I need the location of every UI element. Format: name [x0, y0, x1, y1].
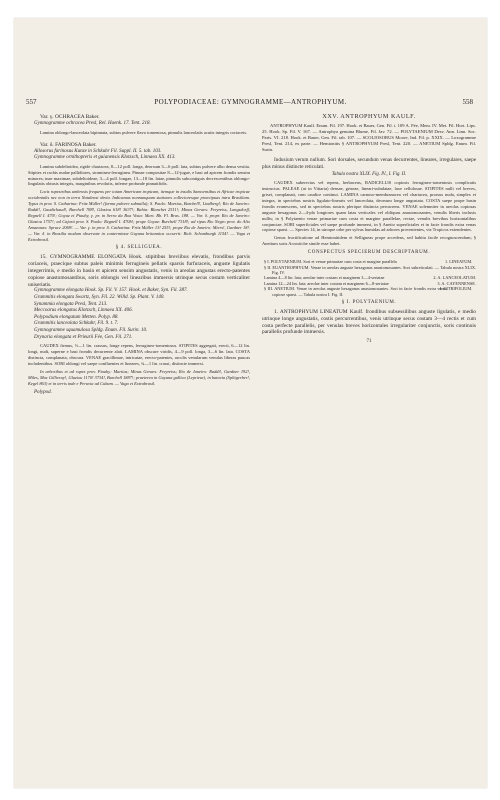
locality-paragraph: Locis rupestribus umbrosis frequens per totam Americam tropicam, itemque in insulis Samoensibus et Africae tropicae occidentalis nec non in terra Natalensi obvia. Indicamus nonnunquam stationes collectoresque praecipuas intra Brasiliam. Typus in prov. S. Catharina: Fritz Müller! (forma pulvere subnulla); S. Paulo: Martius, Burchell!, Lindberg!; Rio de Janeiro: Raddi!, Gaudichaud!, Burchell 788!, Glaziou 618! 3637!; Bahia: Blanchet 2511!; Minas Geraes: Freyreiss, Langsdorff, Regnell I. 470!; Goyaz et Piauhy, γ. pr. in Serra da Boa Vista: Mart. Bb. Fl. Bras. 188. — Var. δ. propr. Rio de Janeiro: Glaziou 1757!; ad Cajurú prov. S. Paulo: Regnell I. 470b!; prope Goyaz: Burchell 7318!; ad ripas Rio Negro prov. do Alto Amazonas: Spruce 2069!. — Var. γ. in prov. S. Catharina: Fritz Müller 13! 255!; prope Rio de Janeiro: Miers!, Gardner 18!. — Var. δ. in Brasilia modum observate in conterminae Guyana britannica occurrit: Rich. Schomburgk 1154!. — Vaga et Extrabrasil. — [28, 189, 250, 242]
genus-diagnosis: Indusium verum nullum. Sori dorsales, secundum venas decurrentes, lineares, irregulares, saepe plus minus distincte reticulati. — [262, 157, 476, 170]
synonym: Grammitis elongata Swartz, Syn. Fil. 22. Willd. Sp. Plant. V. 140. — [34, 295, 165, 301]
page-number-right: 558 — [462, 98, 473, 106]
genus-note: Genus fructificatione ad Hemionitidem et Selligueas prope accedens, sed habitu facile recognoscendum; § Anetium soris Acrostiche simile esse habet. — [262, 235, 476, 247]
synonym: Allosorus farinosus Kunze in Schkuhr Fil. Suppl. II. 5. tab. 103. — [34, 148, 162, 154]
variety-description: Lamina oblongo-lanceolata bipinnata, subtus pulvere flavo tomentosa, pinnulis lanceolatis acutis integris coriaceis. — [40, 129, 248, 135]
key-entry: 3. A. CAYENNENSE. Lamina 12—24 lin. lata; areolae inter costam et marginem 6—8-seriatae — [264, 280, 476, 286]
conspectus-heading: CONSPECTUS SPECIERUM DESCRIPTARUM. — [307, 250, 431, 256]
page-footer-label: Polypod. — [34, 389, 52, 395]
genus-heading: XXV. ANTROPHYUM KAULF. — [322, 113, 416, 120]
left-column — [28, 114, 250, 396]
key-entry: § II. EUANTROPHYUM. Venae in areolas anguste hexagonas anastomosantes. Sori subreticulati. — Tabula nostra XLIX. Fig. IV. — [264, 264, 476, 275]
key-entry: 2. A. LANCEOLATUM. Lamina 4—8 lin. lata; areolae inter costam et marginem 3—4-seriatae — [264, 275, 476, 281]
plate-reference: Tabula nostra XLIX. Fig. IV., I. Fig. II. — [331, 172, 407, 178]
species-diagnosis: 1. ANTROPHYUM LINEATUM Kaulf. frondibus subsessilibus anguste ligulatis, e medio utrinque longe angustatis, costis percurrentibus, venis utrinque secus costam 3—4 rectis et cum costa perfecte parallelis, per venulas breves horizontales irregulariter conjunctis, soris continuis parallelis profunde immersis. — [262, 309, 476, 336]
synonym: Grammitis lanceolata Schkuhr, Fil. 9. t. 7. — [34, 321, 119, 327]
variety-heading: Var. γ. OCHRACEA Baker. — [40, 114, 100, 120]
key-entry: 4. CITRIFOLIUM. § III. ANETIUM. Venae in areolas anguste hexagonas anastomosantes. Sori in facie frondis extra venas copiose sparsi. — Tabula nostra I. Fig. II. — [264, 286, 473, 297]
signature-number: 71 — [366, 339, 372, 345]
locality-paragraph: In arboribus et ad rupes prov. Piauhy: Martius; Minas Geraes: Freyreiss; Rio de Janeiro: Raddi!, Gardner 192!, Miles, Mac Gillivray!, Glaziou 1170! 3734!, Burchell 1887!; praeterea in Guyana gallica (Leprieur), in batavia (Splitgerber!, Kegel 863) et in terris inde e Peruvia ad Cubam. — Vaga et Extrabrasil. — [28, 368, 250, 386]
section-heading: § I. POLYTAENIUM. — [341, 300, 397, 305]
variety-heading: Var. δ. FARINOSA Baker. — [40, 141, 97, 148]
variety-description: Lamina subdeltoidea, rigide chartacea, 8—12 poll. longa, deorsum 3—6 poll. lata, subtus pulvere albo densa vestita. Stipites et rachis nudae pallidiores, straminea-ferruginea. Pinnae compositae 8—12-jugae, e basi ad apicem frondis sensim minores; inae maximae, subdeltoideae, 3—4 poll. longae, 13—18 lin. latae, pinnulis subcontiguis decrescentibus oblongo-lingulatis obtusis integris, marginibus revolutis, inferne profunde pinnatifidis. — [28, 163, 250, 187]
scanned-page — [14, 18, 487, 788]
species-diagnosis: 15. GYMNOGRAMME ELONGATA Hook. stipitibus breviibus elevatis, frondibus parvis coriaceis, praecique subtus paleis minimis ferrugineis pellatis sparsis furfuraceis, anguste ligulatis integerrimis, e medio in basin et apicem sensim angustatis, venis in areolas angustas erecto-patentes copiose anastomosantibus, soris oblongis vel linearibus immersis utrinque secus costam verticaliter uniseriatis. — [28, 254, 250, 288]
right-column — [262, 114, 476, 345]
synonym: Gymnogramme ochracea Presl, Rel. Haenk. 17. Tent. 218. — [34, 121, 151, 126]
running-title: POLYPODIACEAE: GYMNOGRAMME—ANTROPHYUM. — [154, 98, 347, 106]
synonym: Meccoarus elongatus Klotzsch, Linnaea XX. 406. — [34, 308, 133, 314]
synonym: Polypodium elongatum Metten. Polyp. 88. — [34, 314, 119, 320]
genus-literature: ANTROPHYUM Kaulf. Enum. Fil. 197. Hook. et Bauer, Gen. Fil. t. 109 A. Fée, Mem. IV. Met. Fil. Hort. Lips. 25. Hook. Sp. Fil. V. 167. — Antrophya genuina Blume, Fil. Jav. 72. — POLYTAENIUM Desv. Ann. Linn. Soc. Paris. VI. 218. Hook. et Bauer, Gen. Fil. tab. 107. — SCOLIOSORUS Moore, Ind. Fil. p. XXIX. — Loxogramme Presl, Tent. 214, ex parte. — Hemionitis § ANTROPHYUM Presl, Tent. 220. — ANETIUM Spldg. Enum. Fil. Surin. — [262, 123, 476, 152]
synonym: Gymnogramme squamulosa Spldg. Enum. Fil. Surin. 10. — [34, 328, 148, 334]
synonym: Drynaria elongata et Prieurii Fée, Gen. Fil. 271. — [34, 334, 133, 340]
genus-description: CAUDEX suberectus vel repens, herbaceus, RADICELLIS copiosis ferrugineo-tomentosis complicatis instructus. PALEAE (ut in Vittaria) densae, griseae, lineari-subulatae, laxe cellulosae. STIPITES nulli vel breves, grisei, complanati, cum caudice continui. LAMINA carnoso-membranacea vel chartacea, prorsus nuda, simplex et integra, in speciebus nostris ligulato-linearis vel lanceolata, deorsum longe angustata. COSTA saepe prope basin frondis evanescens, sed in speciebus nostris plerique distincta percurrens. VENAE solemniter in areolas copiosas anguste hexagonas 2—4-plo longiores quam latas verticales vel obliquas anastomosantes, venulis liberis inclusis nullis; in § Polytaenio venae primariae cum costa et margine parallelae, rectae, venulis brevibus horizontalibus conjunctae. SORI superficiales vel saepe profunde immersi, in § Anetio superficiales et in facie frondis extra venas copiose sparsi. — Species 14, in utroque orbe per sylvas humidas ad arbores provenientes, viz Tropicos extendentes. — [262, 180, 476, 233]
page-number-left: 557 — [26, 98, 37, 106]
section-heading: § 4. SELLIGUEA. — [115, 245, 163, 251]
synonym: Gymnogramme ornithopteris et guianensis Klotzsch, Linnaea XX. 413. — [34, 155, 176, 161]
species-description: CAUDEX firmus, ⅓—1 lin. crassus, longe repens, ferrugineo-tomentosus. STIPITES aggregati, erecti, 6—12 lin. longi, nudi, superne e basi frondis decurrente alati. LAMINA obscure viridis, 4—9 poll. longa, 3—6 lin. lata. COSTA distincta, complanata, obscura. VENAE gracillimae, intricatae, erecto-patentes, arcolis venularum venulas liberas paucas includentibus. SORI oblongi vel saepe confluentes et lineares, ¾—1 lin. crassi, distincte immersi. — [28, 343, 250, 366]
synonym: Gymnogramme elongata Hook. Sp. Fil. V. 157. Hook. et Baker, Syn. Fil. 387. — [34, 288, 188, 294]
synonym: Synammia elongata Presl, Tent. 213. — [34, 301, 108, 307]
key-entry: 1. LINEATUM. § I. POLYTAENIUM. Sori et venae primariae cum costa et margine parallela — [264, 259, 473, 265]
